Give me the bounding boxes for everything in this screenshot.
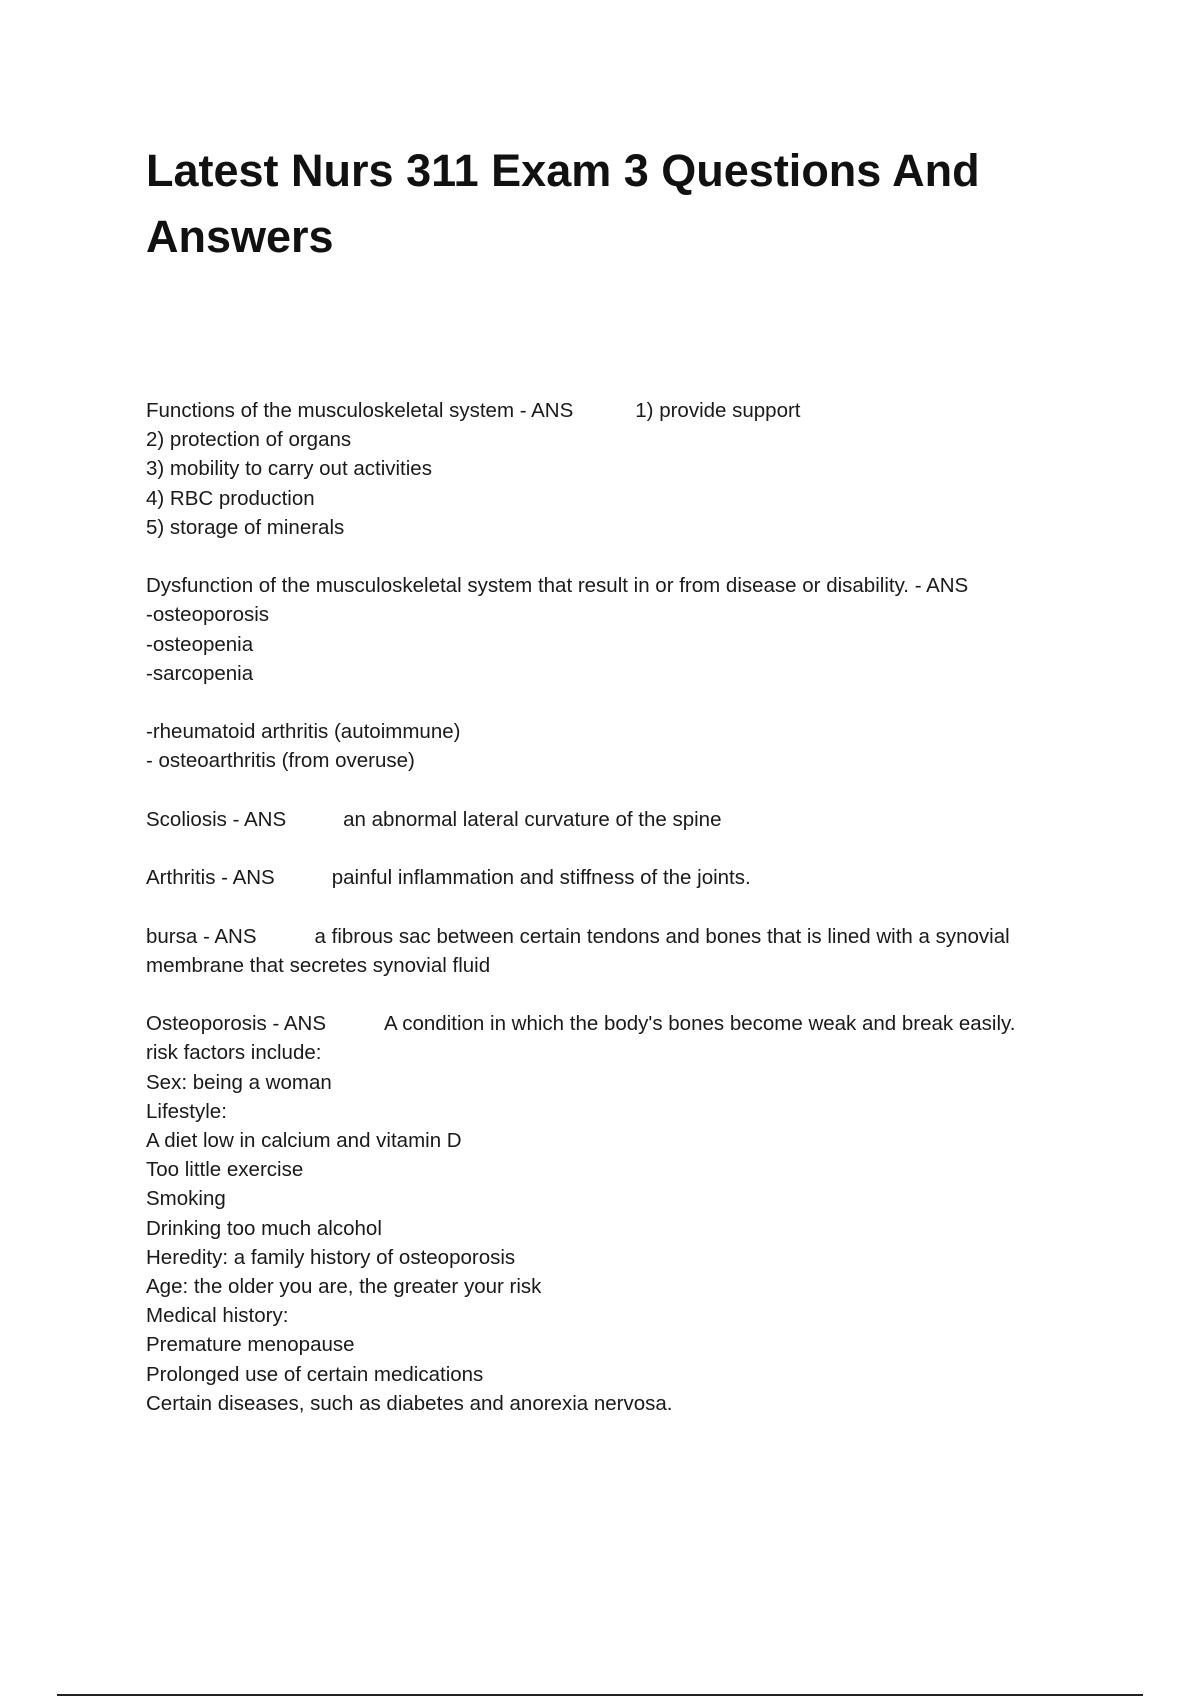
qa-answer-line: 3) mobility to carry out activities [146, 457, 432, 481]
qa-answer-line: -sarcopenia [146, 661, 254, 685]
qa-entry-continued [146, 717, 1106, 775]
qa-entry [146, 396, 1106, 542]
qa-line [146, 805, 1106, 834]
qa-answer-line: A diet low in calcium and vitamin D [146, 1128, 462, 1152]
qa-line [146, 1009, 1106, 1038]
qa-entry [146, 805, 1106, 834]
qa-answer-line: 5) storage of minerals [146, 515, 345, 539]
qa-answer-line: risk factors include: [146, 1041, 322, 1065]
qa-entry [146, 863, 1106, 892]
qa-entry [146, 922, 1106, 980]
qa-answer: an abnormal lateral curvature of the spine [343, 807, 722, 831]
qa-answer: a fibrous sac between certain tendons and bones that is lined with a synovial [314, 924, 1010, 948]
qa-entry [146, 1009, 1106, 1418]
qa-answer-line: 4) RBC production [146, 486, 315, 510]
qa-answer-line: Lifestyle: [146, 1099, 227, 1123]
qa-answer-line: Prolonged use of certain medications [146, 1362, 484, 1386]
qa-answer-line: membrane that secretes synovial fluid [146, 953, 491, 977]
qa-answer-line: Medical history: [146, 1304, 289, 1328]
qa-answer-line: Premature menopause [146, 1333, 355, 1357]
qa-answer-line: Age: the older you are, the greater your risk [146, 1275, 542, 1298]
qa-content [146, 396, 1106, 1447]
qa-term: Scoliosis - ANS [146, 807, 287, 831]
qa-line [146, 396, 1106, 425]
qa-answer-line: - osteoarthritis (from overuse) [146, 749, 415, 773]
qa-answer: A condition in which the body's bones become weak and break easily. [384, 1012, 1016, 1036]
qa-term: Dysfunction of the musculoskeletal system that result in or from disease or disability. - ANS [146, 574, 969, 598]
qa-term: Functions of the musculoskeletal system - ANS [146, 399, 574, 422]
qa-answer-line: -osteopenia [146, 632, 254, 656]
qa-answer-line: -osteoporosis [146, 603, 270, 627]
qa-answer-line: Drinking too much alcohol [146, 1216, 382, 1240]
qa-line [146, 922, 1106, 951]
qa-answer-line: Smoking [146, 1187, 226, 1211]
qa-term: Osteoporosis - ANS [146, 1012, 327, 1036]
qa-answer-line: 2) protection of organs [146, 428, 352, 452]
qa-answer-line: Certain diseases, such as diabetes and anorexia nervosa. [146, 1391, 673, 1415]
qa-answer-line: Heredity: a family history of osteoporosis [146, 1245, 516, 1269]
qa-answer-line: Sex: being a woman [146, 1070, 332, 1094]
qa-term: bursa - ANS [146, 924, 257, 948]
qa-entry [146, 571, 1106, 688]
qa-answer: painful inflammation and stiffness of the joints. [331, 866, 751, 890]
page-bottom-rule [57, 1694, 1143, 1696]
qa-term: Arthritis - ANS [146, 866, 275, 890]
qa-line [146, 863, 1106, 892]
document-title: Latest Nurs 311 Exam 3 Questions And Answers [146, 145, 980, 262]
qa-answer: 1) provide support [635, 399, 801, 422]
qa-answer-line: Too little exercise [146, 1158, 304, 1182]
qa-answer-line: -rheumatoid arthritis (autoimmune) [146, 720, 461, 744]
